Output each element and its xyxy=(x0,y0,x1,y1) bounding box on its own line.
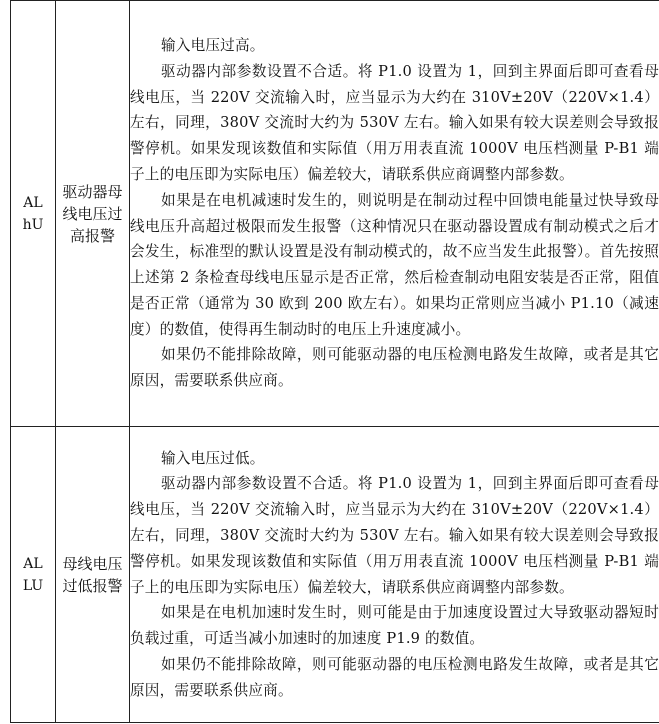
fault-code-cell xyxy=(11,1,56,427)
fault-code-line: hU xyxy=(22,216,44,233)
fault-description-cell xyxy=(130,1,659,427)
fault-name-line: 驱动器母 xyxy=(62,182,123,201)
fault-code-line: AL xyxy=(23,555,43,572)
fault-code-table xyxy=(10,0,659,723)
fault-name-line: 线电压过 xyxy=(62,204,123,223)
description-paragraph: 输入电压过高。 xyxy=(161,36,265,54)
description-paragraph: 驱动器内部参数设置不合适。将 P1.0 设置为 1，回到主界面后即可查看母线电压，当 220V 交流输入时，应当显示为大约在 310V±20V（220V×1.4）左右，同理，380V 交流时大约为 530V 左右。输入如果有较大误差则会导致报警停机。如果发现该数值和实际值（用万用表直流 1000V 电压档测量 P-B1 端子上的电压即为实际电压）偏差较大，请联系供应商调整内部参数。 xyxy=(130,475,659,596)
description-paragraph: 如果仍不能排除故障，则可能驱动器的电压检测电路发生故障，或者是其它原因，需要联系供应商。 xyxy=(130,655,659,699)
description-paragraph: 输入电压过低。 xyxy=(161,449,265,467)
fault-code-line: LU xyxy=(22,577,44,594)
fault-code-line: AL xyxy=(23,194,43,211)
fault-code-cell xyxy=(11,427,56,723)
fault-name-line: 母线电压 xyxy=(62,554,123,573)
fault-name-cell xyxy=(56,427,130,723)
description-paragraph: 如果仍不能排除故障，则可能驱动器的电压检测电路发生故障，或者是其它原因，需要联系供应商。 xyxy=(130,346,659,390)
description-paragraph: 如果是在电机加速时发生时，则可能是由于加速度设置过大导致驱动器短时负载过重，可适当减小加速时的加速度 P1.9 的数值。 xyxy=(130,604,659,648)
description-paragraph: 驱动器内部参数设置不合适。将 P1.0 设置为 1，回到主界面后即可查看母线电压，当 220V 交流输入时，应当显示为大约在 310V±20V（220V×1.4）左右，同理，380V 交流时大约为 530V 左右。输入如果有较大误差则会导致报警停机。如果发现该数值和实际值（用万用表直流 1000V 电压档测量 P-B1 端子上的电压即为实际电压）偏差较大，请联系供应商调整内部参数。 xyxy=(130,62,659,183)
fault-name-line: 过低报警 xyxy=(62,576,123,595)
fault-name-line: 高报警 xyxy=(69,226,115,245)
description-paragraph: 如果是在电机减速时发生的，则说明是在制动过程中回馈电能量过快导致母线电压升高超过极限而发生报警（这种情况只在驱动器设置成有制动模式之后才会发生，标准型的默认设置是没有制动模式的，故不应当发生此报警）。首先按照上述第 2 条检查母线电压显示是否正常，然后检查制动电阻安装是否正常，阻值是否正常（通常为 30 欧到 200 欧左右）。如果均正常则应当减小 P1.10（减速度）的数值，使得再生制动时的电压上升速度减小。 xyxy=(130,191,659,338)
table-row-alhu xyxy=(11,1,659,427)
fault-description-cell xyxy=(130,427,659,723)
table-row-allu xyxy=(11,427,659,723)
fault-name-cell xyxy=(56,1,130,427)
